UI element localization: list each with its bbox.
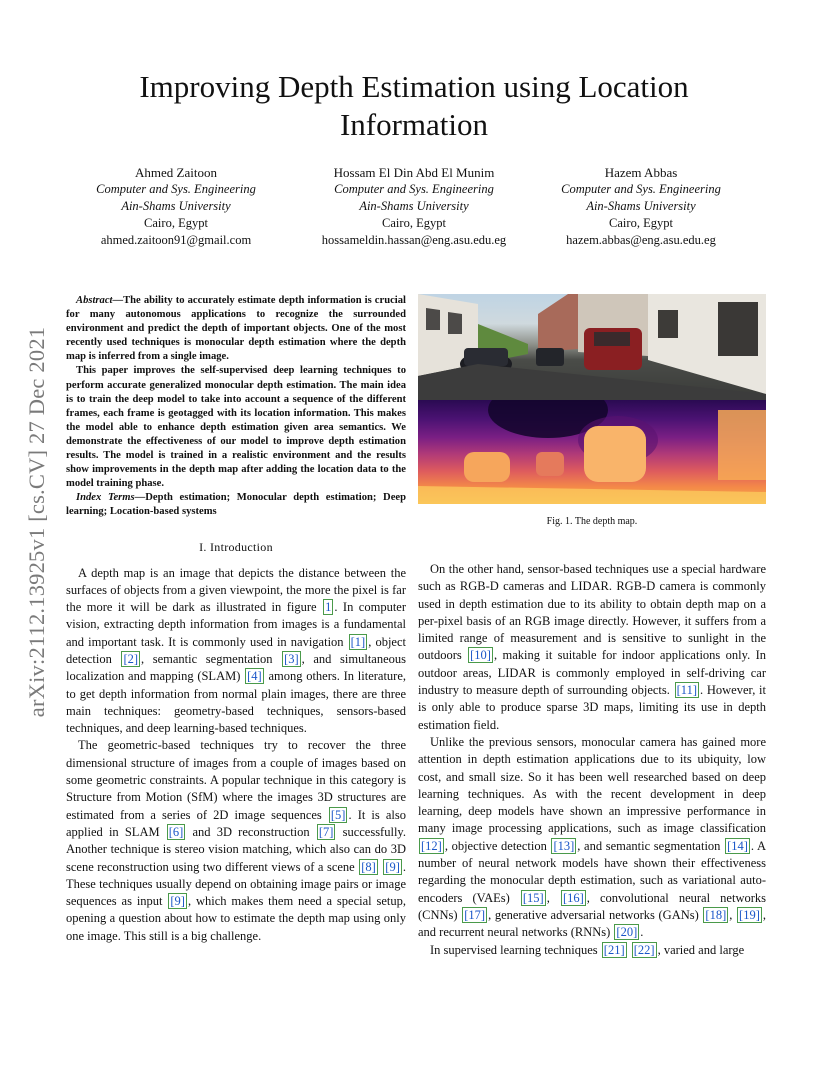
paragraph-text: , and recurrent neural networks (RNNs) — [418, 907, 766, 940]
paragraph-text — [628, 943, 631, 957]
body-paragraph — [66, 737, 406, 945]
paragraph-text: The geometric-based techniques try to recover the three dimensional structure of images from a couple of images based on some geometric constraints. A popular technique in this category is Structure from Motion (SfM) where the images 3D structures are estimated from a series of 2D image sequences — [66, 738, 406, 822]
citation-link[interactable]: [9] — [170, 894, 185, 909]
citation-link[interactable]: [13] — [553, 838, 575, 853]
citation-link[interactable]: [20] — [616, 925, 638, 940]
depth-map-image — [418, 400, 766, 504]
paragraph-text: and 3D reconstruction — [186, 824, 316, 839]
citation-link[interactable]: [12] — [421, 838, 442, 853]
right-column — [418, 294, 766, 959]
section-heading-introduction: I. Introduction — [199, 539, 273, 554]
paragraph-text: , which makes them need a special setup, opening a question about how to estimate the depth map using only one image. This still is a big challenge. — [66, 894, 406, 943]
citation-link[interactable]: [9] — [385, 859, 400, 874]
paragraph-text: , semantic segmentation — [141, 651, 282, 666]
citation-link[interactable]: [6] — [168, 824, 184, 839]
citation-link[interactable]: [21] — [603, 942, 625, 957]
author-3 — [526, 164, 756, 249]
paragraph-text: In supervised learning techniques — [430, 942, 601, 957]
paragraph-text: On the other hand, sensor-based techniques use a special hardware such as RGB-D cameras and LIDAR. RGB-D camera is commonly used in depth estimation due to its ability to obtain depth map on a per-pixel basis of an RGB image directly. However, it suffers from a limited range of measurement and is sensitive to sunlight in the outdoors — [418, 562, 766, 663]
figure-1-caption: Fig. 1. The depth map. — [546, 516, 638, 527]
abstract-text-1: —The ability to accurately estimate depth information is crucial for many autonomous applications to recognize the surrounded environment and predict the depth of important objects. One of the most recently used techniques is monocular depth estimation where the depth map is inferred from a single image. — [66, 295, 406, 363]
paragraph-text: , — [546, 890, 560, 905]
author-univ: Ain-Shams University — [359, 199, 469, 213]
paragraph-text: , making it suitable for indoor applications only. In outdoor areas, LIDAR is commonly employed in self-driving car industry to measure depth of surrounding objects. — [418, 648, 767, 698]
paragraph-text: A depth map is an image that depicts the distance between the surfaces of objects from a given viewpoint, the more the pixel is far the more it will be dark as illustrated in figure — [66, 565, 406, 615]
paragraph-text: . In computer vision, extracting depth information from images is a fundamental and important task. It is commonly used in navigation — [66, 600, 406, 649]
paragraph-text: . A number of neural network models have shown their effectiveness regarding the monocular depth estimation, such as variational auto-encoders (VAEs) — [418, 838, 766, 905]
paragraph-text: successfully. Another technique is stereo vision matching, which also can do 3D scene reconstruction using two different views of a scene — [66, 824, 406, 874]
citation-link[interactable]: [19] — [739, 907, 760, 922]
citation-link[interactable]: [1] — [350, 634, 366, 649]
author-city: Cairo, Egypt — [382, 216, 446, 230]
author-email[interactable]: hossameldin.hassan@eng.asu.edu.eg — [321, 233, 507, 247]
citation-link[interactable]: 1 — [325, 600, 332, 615]
paragraph-text: among others. In literature, to get depth information from normal plain images, there are three main techniques: geometry-based techniques, sensors-based techniques, and deep learning-based techniques. — [66, 669, 407, 736]
paragraph-text: , objective detection — [444, 838, 551, 853]
index-terms-text: —Depth estimation; Monocular depth estimation; Deep learning; Location-based systems — [66, 492, 406, 518]
paragraph-text: , convolutional neural networks (CNNs) — [418, 890, 766, 922]
author-email[interactable]: ahmed.zaitoon91@gmail.com — [100, 233, 252, 247]
citation-link[interactable]: [2] — [123, 651, 139, 666]
paragraph-text: Unlike the previous sensors, monocular camera has gained more attention in depth estimation applications due to its ubiquity, low cost, and small size. So it has been well researched based on deep learning techniques. As with the recent development in deep learning, deep models have shown an impressive performance in many image processing applications, such as image classification — [418, 734, 766, 836]
citation-link[interactable]: [3] — [284, 651, 299, 666]
author-name: Ahmed Zaitoon — [135, 165, 217, 180]
paragraph-text: , — [729, 907, 737, 922]
author-city: Cairo, Egypt — [144, 216, 208, 230]
citation-link[interactable]: [4] — [247, 669, 262, 684]
author-univ: Ain-Shams University — [586, 199, 696, 213]
paragraph-text: , and semantic segmentation — [577, 838, 725, 853]
index-terms — [66, 491, 406, 519]
citation-link[interactable]: [11] — [676, 683, 698, 698]
citation-link[interactable]: [15] — [522, 890, 544, 905]
paragraph-text: , generative adversarial networks (GANs) — [488, 907, 703, 922]
paragraph-text: . It is also applied in SLAM — [66, 807, 406, 839]
citation-link[interactable]: [14] — [727, 838, 748, 853]
body-paragraph — [418, 734, 766, 942]
paragraph-text: , varied and large — [657, 942, 745, 957]
citation-link[interactable]: [22] — [633, 942, 655, 957]
rgb-street-image — [418, 294, 766, 400]
paragraph-text: , and simultaneous localization and mapping (SLAM) — [66, 651, 407, 684]
author-name: Hossam El Din Abd El Munim — [333, 165, 495, 180]
paragraph-text — [379, 860, 383, 874]
author-dept: Computer and Sys. Engineering — [334, 182, 494, 196]
paragraph-text: . However, it is only able to produce sparse 3D maps, limiting its use in depth estimation field. — [418, 683, 766, 732]
author-univ: Ain-Shams University — [121, 199, 231, 213]
citation-link[interactable]: [18] — [705, 907, 727, 922]
author-email[interactable]: hazem.abbas@eng.asu.edu.eg — [566, 233, 716, 247]
street-scene-drawing — [418, 294, 766, 400]
paragraph-text: . These techniques usually depend on obtaining image pairs or image sequences as input — [66, 859, 406, 909]
paragraph-text: . — [640, 925, 644, 940]
citation-link[interactable]: [16] — [562, 890, 584, 905]
abstract-label: Abstract — [76, 295, 113, 306]
index-terms-label: Index Terms — [76, 492, 135, 504]
author-dept: Computer and Sys. Engineering — [561, 182, 721, 196]
citation-link[interactable]: [7] — [318, 824, 334, 839]
citation-link[interactable]: [8] — [361, 859, 376, 874]
abstract-paragraph-1 — [66, 294, 406, 364]
arxiv-sidebar-stamp — [22, 282, 52, 762]
body-paragraph — [66, 565, 406, 738]
paper-title: Improving Depth Estimation using Location Information — [139, 69, 689, 142]
citation-link[interactable]: [5] — [330, 807, 346, 822]
citation-link[interactable]: [17] — [464, 907, 486, 922]
depth-map-drawing — [418, 400, 766, 504]
author-1 — [66, 164, 286, 249]
figure-1-depth-map — [418, 294, 766, 504]
author-2 — [294, 164, 534, 249]
abstract-paragraph-2: This paper improves the self-supervised deep learning techniques to perform accurate generalized monocular depth estimation. The main idea is to train the deep model to take into account a sequence of the different frames, each frame is geotagged with its location information. This makes the model able to enhance depth estimation given area semantics. We demonstrate the effectiveness of our model to improve depth estimation results. The model is trained in a realistic environment and the results show improvements in the depth map after adding the location data to the model training phase. — [66, 365, 406, 490]
intro-body-left — [66, 565, 406, 946]
body-paragraph — [418, 942, 766, 959]
left-column — [66, 294, 406, 945]
arxiv-identifier: arXiv:2112.13925v1 [cs.CV] 27 Dec 2021 — [24, 326, 49, 718]
author-name: Hazem Abbas — [604, 165, 678, 180]
citation-link[interactable]: [10] — [470, 648, 491, 663]
body-paragraph — [418, 561, 766, 734]
author-city: Cairo, Egypt — [609, 216, 673, 230]
paragraph-text: , object detection — [66, 634, 406, 666]
author-dept: Computer and Sys. Engineering — [96, 182, 256, 196]
intro-body-right — [418, 561, 766, 959]
